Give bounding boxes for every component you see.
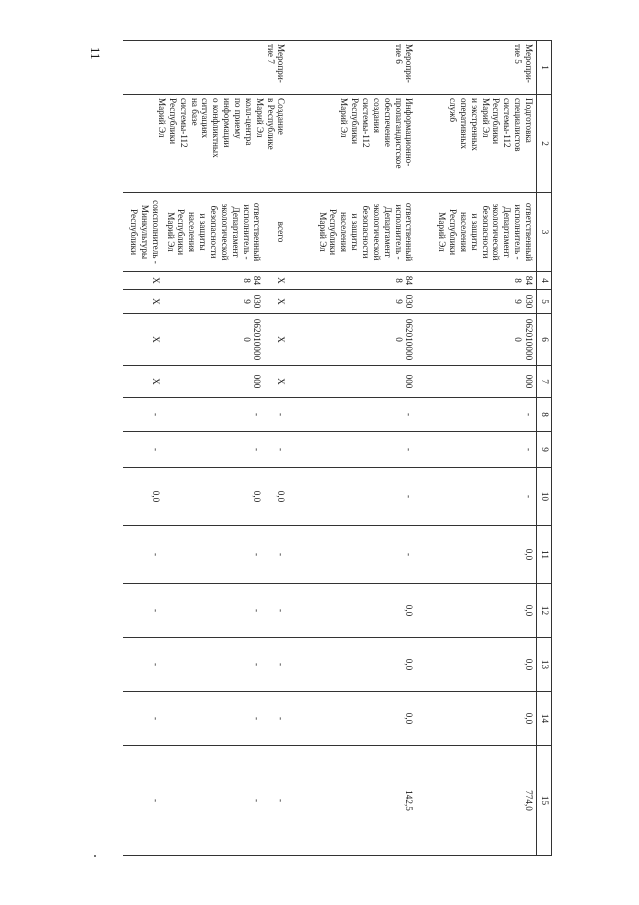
value-col12: 0,0 <box>417 584 537 638</box>
target-article: 0620100000 <box>289 314 417 366</box>
grbs-code: X <box>123 272 163 290</box>
grbs-code: 848 <box>163 272 265 290</box>
header-cell: 14 <box>537 692 552 746</box>
value-col12: - <box>123 584 163 638</box>
header-cell: 7 <box>537 366 552 398</box>
activity-number: Меропри- тие 5 <box>417 41 537 95</box>
value-col13: - <box>123 638 163 692</box>
header-cell: 1 <box>537 41 552 95</box>
value-col15: - <box>123 746 163 856</box>
header-cell: 8 <box>537 398 552 432</box>
value-col14: 0,0 <box>289 692 417 746</box>
value-col15: 142,5 <box>289 746 417 856</box>
header-cell: 15 <box>537 746 552 856</box>
rotated-table-sheet <box>129 40 552 855</box>
value-col9: - <box>163 432 265 468</box>
section-code: X <box>123 290 163 314</box>
header-cell: 9 <box>537 432 552 468</box>
table-row <box>417 41 537 856</box>
target-article: 0620100000 <box>163 314 265 366</box>
section-code: 0309 <box>289 290 417 314</box>
executor: ответственный исполнитель - Департамент экологической безопасности и защиты населения Республики Марий Эл <box>289 193 417 272</box>
header-cell: 13 <box>537 638 552 692</box>
expense-type: X <box>123 366 163 398</box>
activity-title: Создание в Республике Марий Эл колл-центра по приему информации о конфликтных ситуациях на базе системы-112 Республики Марий Эл <box>123 95 289 193</box>
activity-number: Меропри- тие 7 <box>123 41 289 95</box>
value-col11: - <box>289 526 417 584</box>
value-col14: - <box>265 692 289 746</box>
header-cell: 12 <box>537 584 552 638</box>
executor: ответственный исполнитель - Департамент экологической безопасности и защиты населения Республики Марий Эл <box>417 193 537 272</box>
value-col11: - <box>123 526 163 584</box>
activity-title: Информационно- пропагандистское обеспечение создания системы-112 Республики Марий Эл <box>289 95 417 193</box>
value-col13: - <box>163 638 265 692</box>
section-code: 0309 <box>163 290 265 314</box>
value-col9: - <box>123 432 163 468</box>
header-cell: 11 <box>537 526 552 584</box>
value-col12: 0,0 <box>289 584 417 638</box>
value-col13: 0,0 <box>289 638 417 692</box>
value-col9: - <box>417 432 537 468</box>
value-col10: 0,0 <box>123 468 163 526</box>
value-col11: - <box>265 526 289 584</box>
header-cell: 6 <box>537 314 552 366</box>
header-cell: 3 <box>537 193 552 272</box>
grbs-code: 848 <box>289 272 417 290</box>
executor: ответственный исполнитель - Департамент экологической безопасности и защиты населения Республики Марий Эл <box>163 193 265 272</box>
expense-type: X <box>265 366 289 398</box>
expense-type: 000 <box>417 366 537 398</box>
value-col12: - <box>163 584 265 638</box>
value-col12: - <box>265 584 289 638</box>
executor: всего <box>265 193 289 272</box>
value-col11: 0,0 <box>417 526 537 584</box>
value-col8: - <box>289 398 417 432</box>
expense-type: 000 <box>163 366 265 398</box>
value-col15: 774,0 <box>417 746 537 856</box>
table-row <box>289 41 417 856</box>
value-col14: - <box>163 692 265 746</box>
value-col11: - <box>163 526 265 584</box>
header-cell: 10 <box>537 468 552 526</box>
activity-title: Подготовка специалистов системы-112 Республики Марий Эл и экстренных оперативных служб <box>417 95 537 193</box>
value-col9: - <box>289 432 417 468</box>
value-col8: - <box>265 398 289 432</box>
target-article: X <box>265 314 289 366</box>
executor: соисполнитель - Минкультуры Республики <box>123 193 163 272</box>
header-cell: 5 <box>537 290 552 314</box>
value-col15: - <box>163 746 265 856</box>
value-col15: - <box>265 746 289 856</box>
section-code: 0309 <box>417 290 537 314</box>
value-col8: - <box>417 398 537 432</box>
expense-type: 000 <box>289 366 417 398</box>
value-col10: 0,0 <box>163 468 265 526</box>
value-col10: - <box>289 468 417 526</box>
activity-number: Меропри- тие 6 <box>289 41 417 95</box>
grbs-code: 848 <box>417 272 537 290</box>
program-table <box>123 40 552 856</box>
table-row <box>265 41 289 856</box>
value-col10: - <box>417 468 537 526</box>
value-col14: - <box>123 692 163 746</box>
header-cell: 2 <box>537 95 552 193</box>
value-col14: 0,0 <box>417 692 537 746</box>
stray-dot <box>94 855 96 857</box>
header-cell: 4 <box>537 272 552 290</box>
value-col10: 0,0 <box>265 468 289 526</box>
page-number: 11 <box>88 47 103 60</box>
header-row <box>537 41 552 856</box>
value-col13: - <box>265 638 289 692</box>
grbs-code: X <box>265 272 289 290</box>
value-col9: - <box>265 432 289 468</box>
value-col8: - <box>163 398 265 432</box>
target-article: X <box>123 314 163 366</box>
value-col8: - <box>123 398 163 432</box>
target-article: 0620100000 <box>417 314 537 366</box>
value-col13: 0,0 <box>417 638 537 692</box>
section-code: X <box>265 290 289 314</box>
